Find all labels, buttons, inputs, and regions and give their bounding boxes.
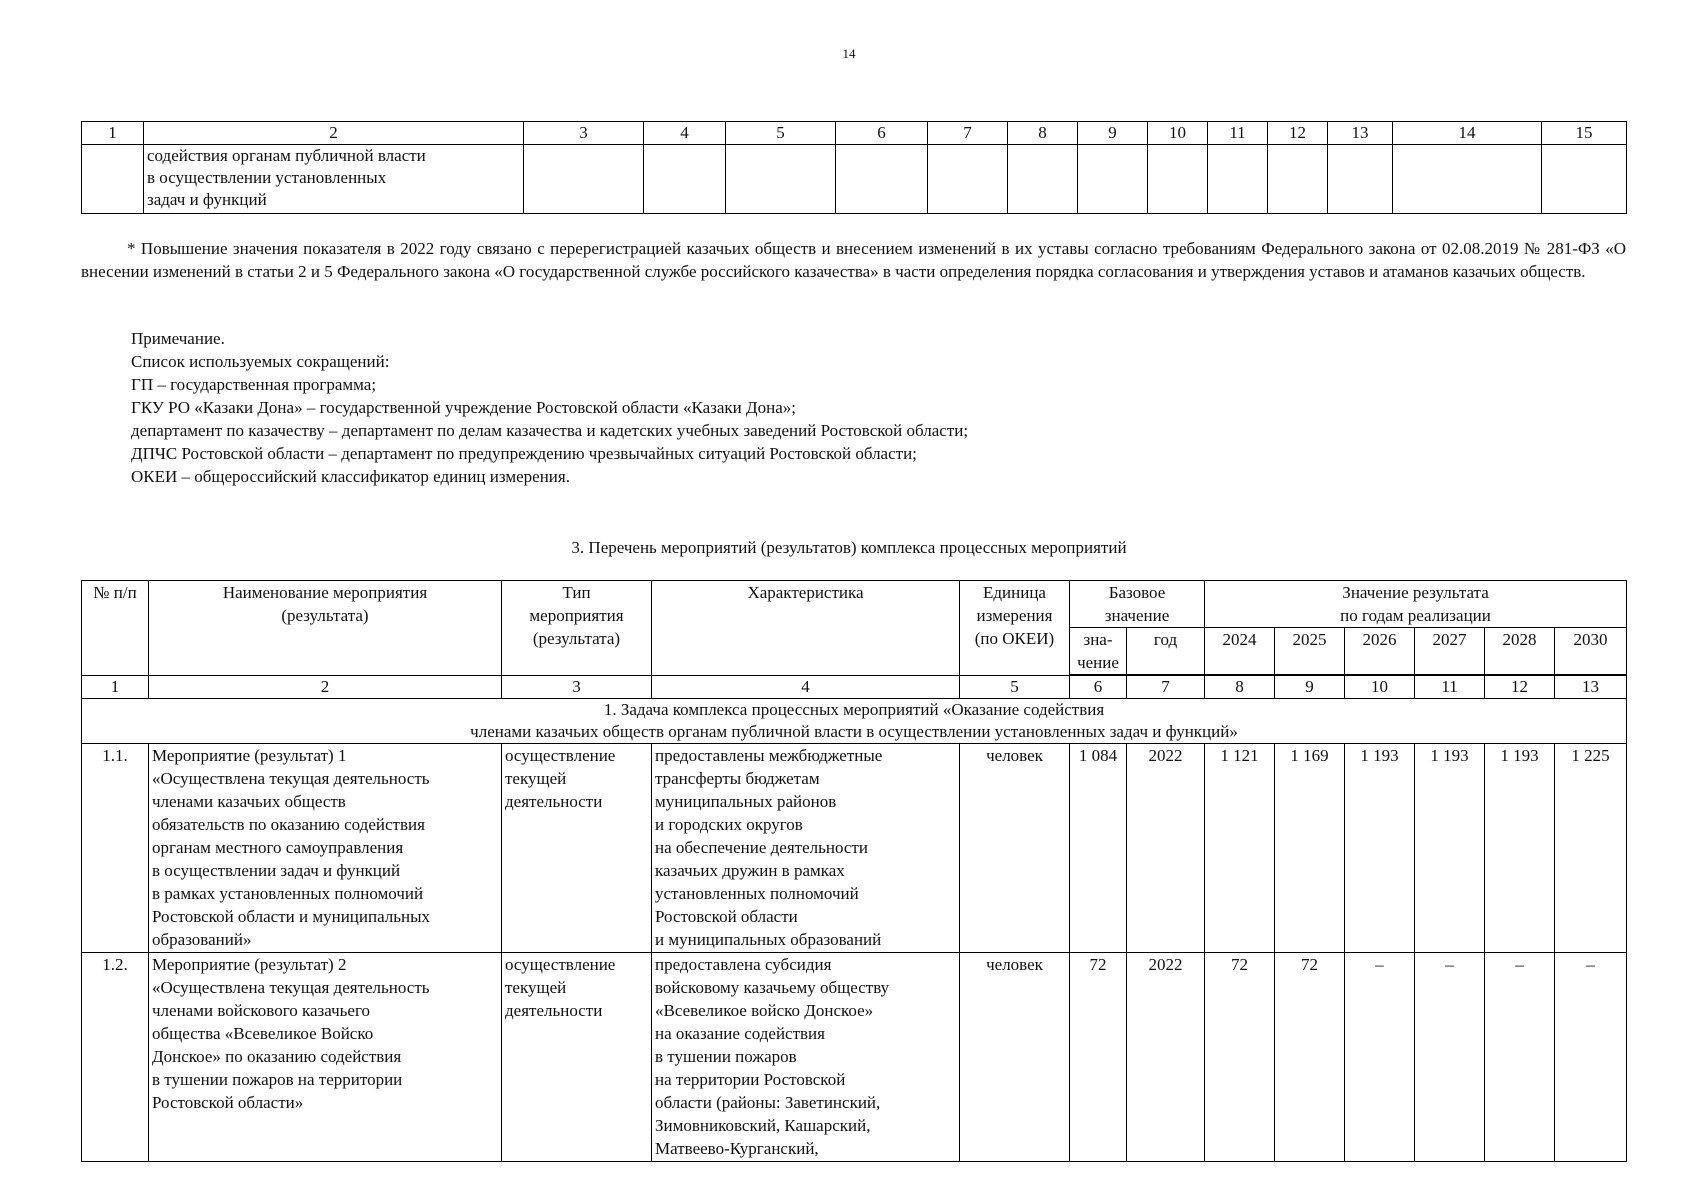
base-year-cell: 2022 [1127, 953, 1205, 1162]
column-number: 12 [1268, 122, 1328, 145]
note-title: Примечание. [131, 329, 225, 348]
abbreviation-item: ГП – государственная программа; [131, 375, 377, 394]
base-year-cell: 2022 [1127, 744, 1205, 953]
column-number: 2 [144, 122, 524, 145]
activity-characteristic: предоставлена субсидия войсковому казачьему обществу «Всевеликое войско Донское» на оказание содействия в тушении пожаров на территории Ростовской области (районы: Заветинский, Зимовниковский, Кашарский, Матвеево-Курганский, [652, 953, 960, 1162]
column-number: 7 [1127, 675, 1205, 699]
header-year: 2024 [1205, 628, 1275, 676]
empty-cell [1393, 145, 1542, 214]
year-value-cell: 1 225 [1555, 744, 1627, 953]
year-value-cell: 1 193 [1415, 744, 1485, 953]
header-base-value: зна- чение [1070, 628, 1127, 676]
empty-cell [1268, 145, 1328, 214]
column-number: 12 [1485, 675, 1555, 699]
column-number: 7 [928, 122, 1008, 145]
row-number: 1.2. [82, 953, 149, 1162]
column-number: 8 [1008, 122, 1078, 145]
empty-cell [82, 145, 144, 214]
header-year: 2028 [1485, 628, 1555, 676]
column-number: 3 [502, 675, 652, 699]
base-value-cell: 72 [1070, 953, 1127, 1162]
unit-cell: человек [960, 953, 1070, 1162]
continuation-table [81, 121, 1627, 214]
column-number: 9 [1275, 675, 1345, 699]
empty-cell [1078, 145, 1148, 214]
column-number-row [82, 675, 1627, 699]
column-number: 5 [960, 675, 1070, 699]
year-value-cell: 72 [1275, 953, 1345, 1162]
header-base-year: год [1127, 628, 1205, 676]
empty-cell [1542, 145, 1627, 214]
column-number: 6 [1070, 675, 1127, 699]
section-title: 3. Перечень мероприятий (результатов) комплекса процессных мероприятий [571, 538, 1127, 557]
base-value-cell: 1 084 [1070, 744, 1127, 953]
year-value-cell: 1 121 [1205, 744, 1275, 953]
row-number: 1.1. [82, 744, 149, 953]
activity-type: осуществление текущей деятельности [502, 744, 652, 953]
header-num: № п/п [82, 581, 149, 676]
header-row [82, 581, 1627, 628]
activities-table [81, 580, 1627, 1162]
empty-cell [644, 145, 726, 214]
task-title: 1. Задача комплекса процессных мероприятий «Оказание содействия членами казачьих обществ органам публичной власти в осуществлении установленных задач и функций» [82, 699, 1627, 744]
column-number: 15 [1542, 122, 1627, 145]
table-row [82, 744, 1627, 953]
column-number: 5 [726, 122, 836, 145]
column-number: 6 [836, 122, 928, 145]
column-number: 11 [1208, 122, 1268, 145]
note-list-heading: Список используемых сокращений: [131, 352, 390, 371]
activity-name: Мероприятие (результат) 2 «Осуществлена текущая деятельность членами войскового казачьего общества «Всевеликое Войско Донское» по оказанию содействия в тушении пожаров на территории Ростовской области» [149, 953, 502, 1162]
activity-characteristic: предоставлены межбюджетные трансферты бюджетам муниципальных районов и городских округов на обеспечение деятельности казачьих дружин в рамках установленных полномочий Ростовской области и муниципальных образований [652, 744, 960, 953]
abbreviation-item: ДПЧС Ростовской области – департамент по предупреждению чрезвычайных ситуаций Ростовской области; [131, 444, 917, 463]
column-number-row [82, 122, 1627, 145]
header-type: Тип мероприятия (результата) [502, 581, 652, 676]
table-row [82, 953, 1627, 1162]
header-name: Наименование мероприятия (результата) [149, 581, 502, 676]
empty-cell [1208, 145, 1268, 214]
header-year: 2026 [1345, 628, 1415, 676]
footnote: * Повышение значения показателя в 2022 году связано с перерегистрацией казачьих обществ и внесением изменений в их уставы согласно требованиям Федерального закона от 02.08.2019 № 281-ФЗ «О внесении изменений в статьи 2 и 5 Федерального закона «О государственной службе российского казачества» в части определения порядка согласования и утверждения уставов и атаманов казачьих обществ. [81, 239, 1626, 281]
continuation-text: содействия органам публичной власти в осуществлении установленных задач и функций [144, 145, 524, 214]
year-value-cell: 1 169 [1275, 744, 1345, 953]
empty-cell [1328, 145, 1393, 214]
empty-cell [524, 145, 644, 214]
column-number: 13 [1555, 675, 1627, 699]
column-number: 10 [1345, 675, 1415, 699]
column-number: 11 [1415, 675, 1485, 699]
task-row [82, 699, 1627, 744]
abbreviation-item: ГКУ РО «Казаки Дона» – государственной учреждение Ростовской области «Казаки Дона»; [131, 398, 796, 417]
header-result: Значение результата по годам реализации [1205, 581, 1627, 628]
column-number: 4 [644, 122, 726, 145]
column-number: 1 [82, 122, 144, 145]
column-number: 8 [1205, 675, 1275, 699]
year-value-cell: – [1415, 953, 1485, 1162]
unit-cell: человек [960, 744, 1070, 953]
empty-cell [928, 145, 1008, 214]
header-year: 2025 [1275, 628, 1345, 676]
column-number: 13 [1328, 122, 1393, 145]
header-unit: Единица измерения (по ОКЕИ) [960, 581, 1070, 676]
abbreviation-item: ОКЕИ – общероссийский классификатор единиц измерения. [131, 467, 570, 486]
header-base: Базовое значение [1070, 581, 1205, 628]
empty-cell [1148, 145, 1208, 214]
abbreviations-note [131, 327, 968, 488]
column-number: 14 [1393, 122, 1542, 145]
year-value-cell: – [1555, 953, 1627, 1162]
column-number: 9 [1078, 122, 1148, 145]
header-year: 2030 [1555, 628, 1627, 676]
year-value-cell: – [1345, 953, 1415, 1162]
header-characteristic: Характеристика [652, 581, 960, 676]
empty-cell [836, 145, 928, 214]
page-number: 14 [842, 46, 856, 61]
empty-cell [1008, 145, 1078, 214]
header-year: 2027 [1415, 628, 1485, 676]
abbreviation-item: департамент по казачеству – департамент по делам казачества и кадетских учебных заведений Ростовской области; [131, 421, 969, 440]
column-number: 1 [82, 675, 149, 699]
column-number: 3 [524, 122, 644, 145]
column-number: 2 [149, 675, 502, 699]
year-value-cell: – [1485, 953, 1555, 1162]
empty-cell [726, 145, 836, 214]
year-value-cell: 1 193 [1345, 744, 1415, 953]
year-value-cell: 1 193 [1485, 744, 1555, 953]
activity-type: осуществление текущей деятельности [502, 953, 652, 1162]
activity-name: Мероприятие (результат) 1 «Осуществлена текущая деятельность членами казачьих обществ обязательств по оказанию содействия органам местного самоуправления в осуществлении задач и функций в рамках установленных полномочий Ростовской области и муниципальных образований» [149, 744, 502, 953]
continuation-row [82, 145, 1627, 214]
column-number: 4 [652, 675, 960, 699]
column-number: 10 [1148, 122, 1208, 145]
year-value-cell: 72 [1205, 953, 1275, 1162]
